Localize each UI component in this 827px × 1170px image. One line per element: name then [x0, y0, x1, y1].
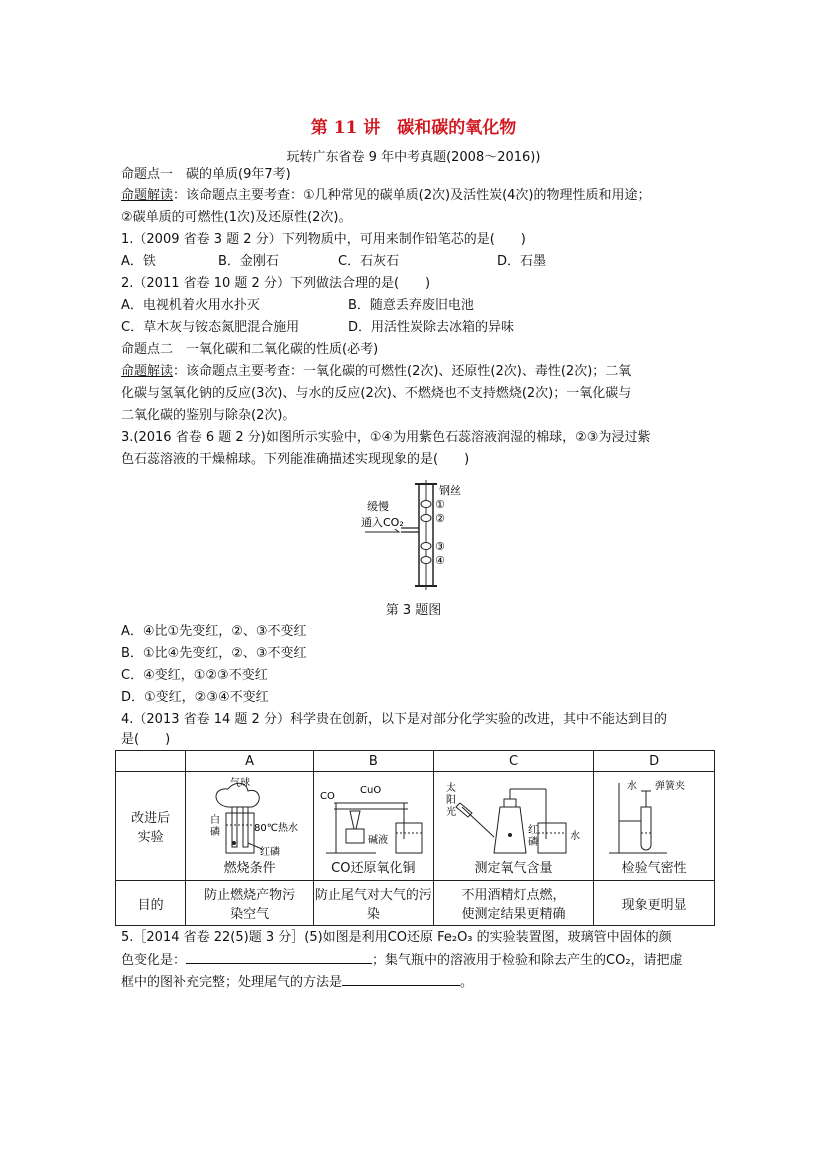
svg-text:白: 白 [209, 814, 220, 826]
q3-stem: 3.(2016 省卷 6 题 2 分)如图所示实验中，①④为用紫色石蕊溶液润湿的棉球，②③为浸过紫 [121, 430, 651, 445]
q1-stem: 1.（2009 省卷 3 题 2 分）下列物质中，可用来制作铅笔芯的是( ) [121, 232, 526, 247]
mark-4: ④ [435, 554, 445, 567]
q3-stem-2: 色石蕊溶液的干燥棉球。下列能准确描述实现现象的是( ) [121, 452, 470, 467]
svg-text:水: 水 [570, 830, 581, 842]
svg-text:碱液: 碱液 [368, 834, 389, 846]
q3-option-a: A．④比①先变红，②、③不变红 [121, 624, 307, 639]
topic2-reading-2: 化碳与氢氧化钠的反应(3次)、与水的反应(2次)、不燃烧也不支持燃烧(2次)；一氧化碳与 [121, 386, 632, 401]
cotton-ball-4 [421, 557, 431, 564]
cell-b-experiment [313, 772, 433, 881]
mark-2: ② [435, 512, 445, 525]
q5-stem-3: 框中的图补充完整；处理尾气的方法是 。 [121, 975, 474, 990]
cotton-ball-1 [421, 501, 431, 508]
q1-option-d: D．石墨 [497, 254, 547, 269]
topic1-reading-2: ②碳单质的可燃性(1次)及还原性(2次)。 [121, 210, 352, 225]
topic1-reading: 命题解读：该命题点主要考查：①几种常见的碳单质(2次)及活性炭(4次)的物理性质和用途； [121, 188, 651, 203]
label-co2: 通入CO₂ [361, 516, 404, 529]
cell-a-purpose: 防止燃烧产物污 染空气 [186, 881, 314, 926]
caption-b: CO还原氧化铜 [331, 860, 416, 876]
q5-stem-2: 色变化是： ；集气瓶中的溶液用于检验和除去产生的CO₂，请把虚 [121, 953, 683, 968]
answer-blank-2[interactable] [342, 973, 460, 986]
q3-option-c: C．④变红，①②③不变红 [121, 668, 268, 683]
q4-stem-2: 是( ) [121, 732, 171, 747]
svg-text:红: 红 [528, 824, 539, 836]
topic1-heading: 命题点一 碳的单质(9年7考) [121, 167, 291, 182]
figure-co-reduce [316, 777, 430, 859]
cell-d-experiment [594, 772, 715, 881]
caption-c: 测定氧气含量 [474, 860, 553, 876]
label-wire: 钢丝 [439, 484, 461, 497]
q3-option-b: B．①比④先变红，②、③不变红 [121, 646, 307, 661]
svg-text:阳: 阳 [446, 794, 457, 806]
q3-figure [355, 480, 475, 592]
row-head-purpose: 目的 [116, 881, 186, 926]
q4-table [115, 750, 715, 926]
q2-stem: 2.（2011 省卷 10 题 2 分）下列做法合理的是( ) [121, 276, 431, 291]
svg-text:CO: CO [320, 790, 336, 802]
cell-c-experiment [433, 772, 594, 881]
topic2-reading-3: 二氧化碳的鉴别与除杂(2次)。 [121, 408, 296, 423]
figure-oxygen [438, 777, 588, 859]
col-head-d: D [594, 751, 715, 772]
svg-text:80℃热水: 80℃热水 [253, 822, 298, 834]
q1-option-c: C．石灰石 [338, 254, 400, 269]
row-head-experiment: 改进后 实验 [116, 772, 186, 881]
reading-label: 命题解读 [121, 364, 174, 379]
cotton-ball-2 [421, 515, 431, 522]
caption-a: 燃烧条件 [223, 860, 276, 876]
q5-stem: 5.［2014 省卷 22(5)题 3 分］(5)如图是利用CO还原 Fe₂O₃ 的实验装置图，玻璃管中固体的颜 [121, 930, 672, 945]
q2-option-b: B．随意丢弃废旧电池 [348, 298, 474, 313]
col-head-c: C [433, 751, 594, 772]
cell-c-purpose: 不用酒精灯点燃， 使测定结果更精确 [433, 881, 594, 926]
mark-3: ③ [435, 540, 445, 553]
q2-option-d: D．用活性炭除去冰箱的异味 [348, 320, 515, 335]
cell-a-experiment [186, 772, 314, 881]
svg-text:水: 水 [627, 780, 638, 792]
topic2-reading: 命题解读：该命题点主要考查：一氧化碳的可燃性(2次)、还原性(2次)、毒性(2次)；二氧 [121, 364, 632, 379]
q4-stem: 4.（2013 省卷 14 题 2 分）科学贵在创新，以下是对部分化学实验的改进，其中不能达到目的 [121, 712, 667, 727]
q1-option-b: B．金刚石 [218, 254, 279, 269]
cell-d-purpose: 现象更明显 [594, 881, 715, 926]
cell-b-purpose: 防止尾气对大气的污 染 [313, 881, 433, 926]
svg-text:光: 光 [446, 806, 457, 818]
figure-airtight [597, 777, 711, 859]
svg-text:磷: 磷 [209, 826, 220, 838]
figure-combustion [190, 777, 310, 859]
caption-d: 检验气密性 [621, 860, 687, 876]
q3-caption: 第 3 题图 [385, 603, 442, 618]
svg-text:气球: 气球 [229, 777, 250, 789]
cotton-ball-3 [421, 543, 431, 550]
svg-text:红磷: 红磷 [259, 846, 280, 858]
topic2-heading: 命题点二 一氧化碳和二氧化碳的性质(必考) [121, 342, 379, 357]
q3-option-d: D．①变红，②③④不变红 [121, 690, 269, 705]
q2-option-a: A．电视机着火用水扑灭 [121, 298, 260, 313]
col-head-a: A [186, 751, 314, 772]
svg-text:磷: 磷 [528, 836, 539, 848]
page-title: 第 11 讲 碳和碳的氧化物 [310, 118, 517, 138]
mark-1: ① [435, 498, 445, 511]
col-head-b: B [313, 751, 433, 772]
svg-text:弹簧夹: 弹簧夹 [655, 780, 686, 792]
reading-label: 命题解读 [121, 188, 174, 203]
svg-text:CuO: CuO [360, 784, 382, 796]
svg-text:太: 太 [446, 782, 457, 794]
page-subtitle: 玩转广东省卷 9 年中考真题(2008～2016)) [286, 150, 541, 165]
q2-option-c: C．草木灰与铵态氮肥混合施用 [121, 320, 300, 335]
answer-blank-1[interactable] [186, 951, 372, 964]
q1-option-a: A．铁 [121, 254, 156, 269]
label-slow: 缓慢 [367, 500, 389, 513]
